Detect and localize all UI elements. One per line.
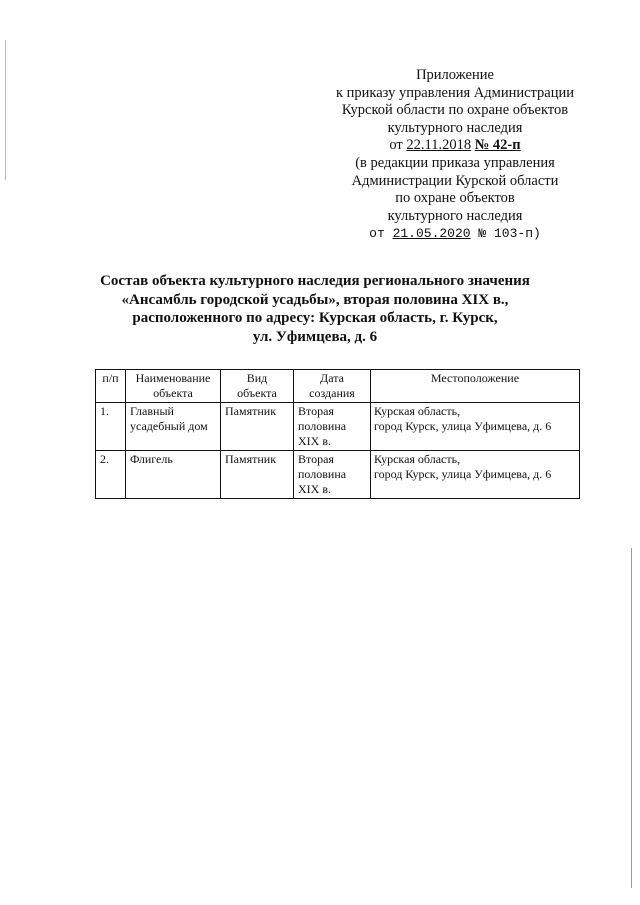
cell-kind: Памятник xyxy=(221,451,294,499)
cell-num: 2. xyxy=(96,451,126,499)
objects-table xyxy=(95,369,580,499)
edition-reference xyxy=(300,225,610,243)
appendix-line: Курской области по охране объектов xyxy=(341,102,569,119)
cell-location-line: Курская область, xyxy=(374,452,461,466)
edition-line: Администрации Курской области xyxy=(351,172,559,189)
order-date: 22.11.2018 xyxy=(406,137,472,154)
cell-kind: Памятник xyxy=(221,403,294,451)
header-name xyxy=(126,370,221,403)
header-location: Местоположение xyxy=(371,370,580,403)
order-number: № 42-п xyxy=(474,137,521,154)
header-kind-line: Вид xyxy=(246,371,268,385)
document-title xyxy=(90,272,540,346)
cell-date-line: Вторая xyxy=(298,452,334,466)
cell-location-line: город Курск, улица Уфимцева, д. 6 xyxy=(374,419,552,433)
edition-number: № 103-п) xyxy=(478,226,541,242)
cell-location-line: Курская область, xyxy=(374,404,461,418)
header-name-line: объекта xyxy=(153,386,193,400)
cell-date-line: XIX в. xyxy=(298,482,331,496)
header-kind xyxy=(221,370,294,403)
appendix-title: Приложение xyxy=(416,67,494,83)
appendix-line: культурного наследия xyxy=(387,119,523,136)
header-name-line: Наименование xyxy=(135,371,211,385)
title-line: ул. Уфимцева, д. 6 xyxy=(252,328,378,345)
cell-date-line: половина xyxy=(298,467,347,481)
header-num: п/п xyxy=(96,370,126,403)
scan-edge-line xyxy=(5,40,6,180)
cell-location xyxy=(371,451,580,499)
cell-location xyxy=(371,403,580,451)
cell-num: 1. xyxy=(96,403,126,451)
title-line: Состав объекта культурного наследия регионального значения xyxy=(100,273,530,289)
cell-name-line: усадебный дом xyxy=(130,419,208,433)
cell-name-line: Главный xyxy=(130,404,174,418)
order-prefix: от xyxy=(389,137,403,154)
edition-line: (в редакции приказа управления xyxy=(355,154,555,171)
title-line: расположенного по адресу: Курская область, г. Курск, xyxy=(132,310,498,326)
scan-edge-line xyxy=(631,548,632,888)
table-row xyxy=(96,451,580,499)
cell-date-line: половина xyxy=(298,419,347,433)
edition-date: 21.05.2020 xyxy=(392,226,471,242)
header-date xyxy=(294,370,371,403)
cell-name xyxy=(126,451,221,499)
header-date-line: Дата xyxy=(320,371,344,385)
cell-date-line: Вторая xyxy=(298,404,334,418)
header-date-line: создания xyxy=(309,386,355,400)
cell-date xyxy=(294,451,371,499)
cell-date xyxy=(294,403,371,451)
edition-line: культурного наследия xyxy=(387,207,523,224)
table-header-row xyxy=(96,370,580,403)
appendix-line: к приказу управления Администрации xyxy=(335,84,575,101)
cell-location-line: город Курск, улица Уфимцева, д. 6 xyxy=(374,467,552,481)
header-kind-line: объекта xyxy=(237,386,277,400)
edition-prefix: от xyxy=(369,226,385,242)
cell-name xyxy=(126,403,221,451)
title-line: «Ансамбль городской усадьбы», вторая половина XIX в., xyxy=(121,291,509,308)
order-reference xyxy=(300,137,610,155)
table-row xyxy=(96,403,580,451)
edition-line: по охране объектов xyxy=(395,190,515,207)
cell-date-line: XIX в. xyxy=(298,434,331,448)
cell-name-line: Флигель xyxy=(130,452,173,466)
appendix-header xyxy=(300,67,610,243)
